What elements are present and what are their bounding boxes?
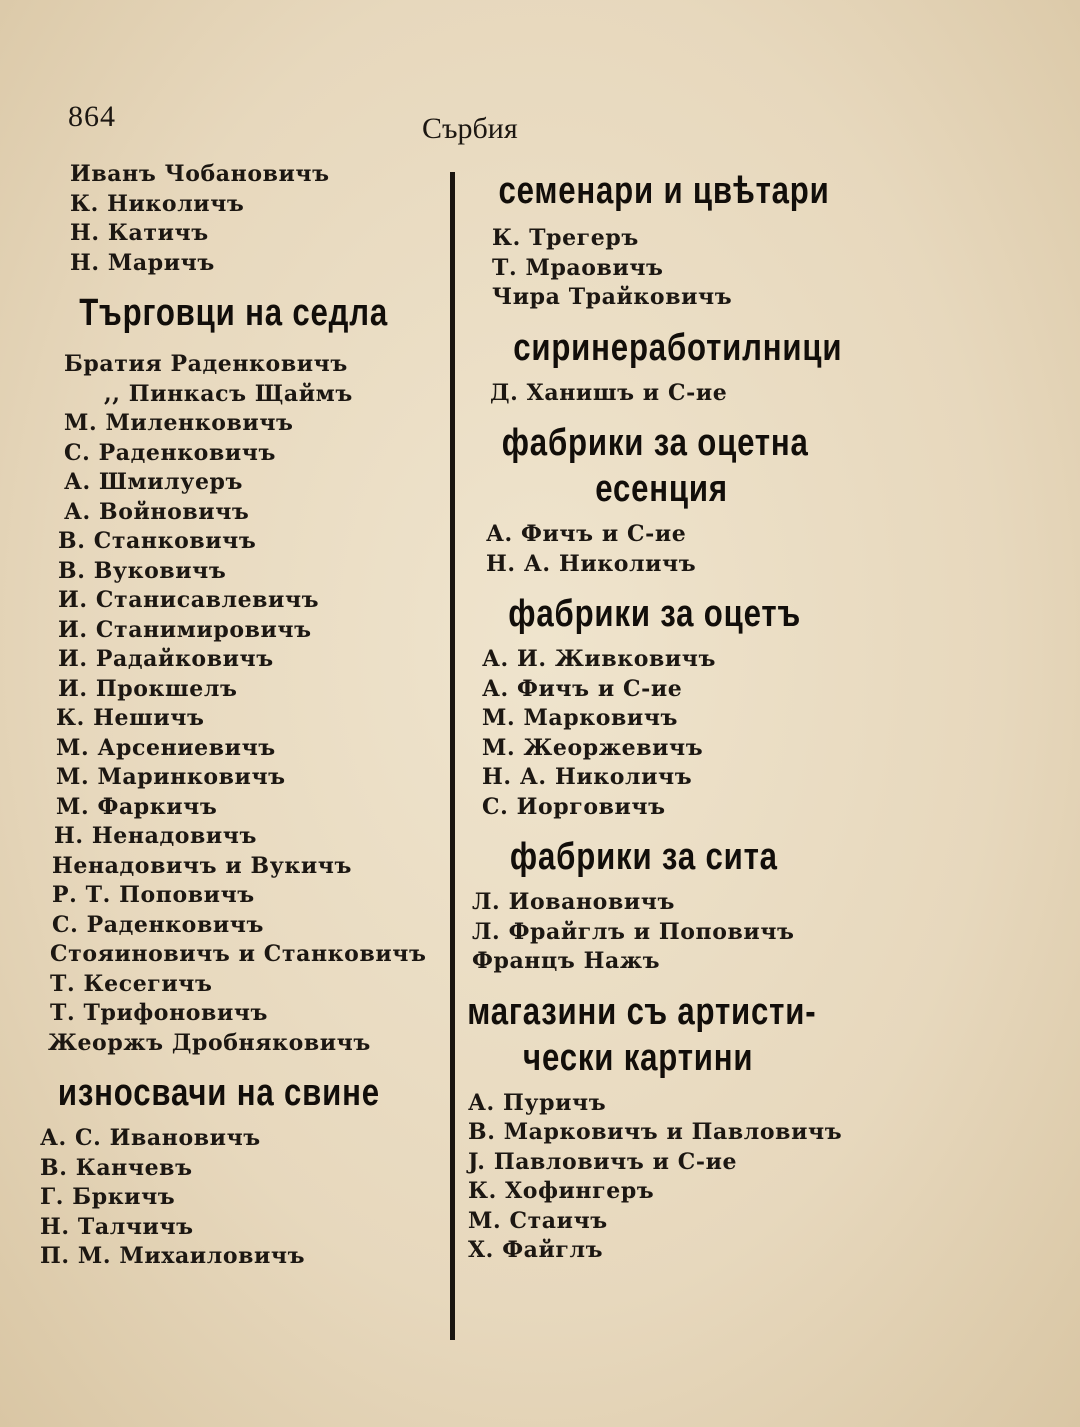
list-item: А. Войновичъ [64, 498, 250, 525]
list-item: Л. Иовановичъ [472, 889, 675, 915]
list-item: К. Нешичъ [56, 705, 205, 731]
list-item: А. Фичъ и С-ие [482, 675, 683, 702]
section-list [30, 1124, 455, 1272]
list-item: Т. Мраовичъ [492, 254, 664, 281]
list-item: В. Станковичъ [58, 528, 257, 554]
list-item: А. Шмилуеръ [64, 469, 244, 495]
list-item: П. М. Михаиловичъ [40, 1243, 306, 1269]
right-column [464, 168, 909, 1266]
list-item: С. Раденковичъ [64, 439, 276, 466]
section-heading: сиринеработилници [513, 326, 843, 369]
list-item: Н. Катичъ [70, 220, 209, 246]
left-column [30, 160, 455, 1272]
list-item: Н. Маричъ [70, 249, 215, 276]
list-item: Л. Фрайглъ и Поповичъ [472, 918, 795, 945]
list-item: Н. Талчичъ [40, 1213, 194, 1240]
list-item: К. Хофингеръ [468, 1178, 655, 1204]
list-item: В. Канчевъ [40, 1154, 193, 1181]
list-item: А. И. Живковичъ [482, 646, 716, 672]
list-item: J. Павловичъ и С-ие [468, 1148, 738, 1175]
section-heading: магазини съ артисти- [467, 990, 817, 1033]
list-item: Иванъ Чобановичъ [70, 161, 330, 187]
list-item: Братия Раденковичъ [64, 351, 348, 377]
list-item: М. Фаркичъ [56, 793, 218, 820]
continued-list [30, 160, 455, 278]
running-title: Сърбия [422, 112, 518, 145]
list-item: Н. А. Николичъ [482, 764, 693, 790]
list-item: Чира Трайковичъ [492, 284, 733, 310]
list-item: Стояиновичъ и Станковичъ [50, 941, 427, 967]
section-heading: семенари и цвѣтари [498, 170, 830, 212]
list-item: И. Станисавлевичъ [58, 587, 320, 613]
list-item: М. Арсениевичъ [56, 734, 276, 761]
list-item: М. Миленковичъ [64, 410, 294, 436]
list-item: М. Стаичъ [468, 1207, 608, 1234]
list-item: Жеоржъ Дробняковичъ [48, 1029, 371, 1056]
list-item: Г. Бркичъ [40, 1184, 176, 1210]
list-item: М. Жеоржевичъ [482, 734, 704, 761]
section-heading: фабрики за оцетна [501, 422, 809, 464]
list-item: И. Прокшелъ [58, 675, 238, 702]
list-item: Францъ Нажъ [472, 948, 661, 974]
section-list [464, 645, 909, 822]
list-item: Т. Трифоновичъ [50, 1000, 269, 1026]
section-list [464, 888, 909, 977]
list-item: А. Пуричъ [468, 1089, 607, 1116]
list-item: И. Радайковичъ [58, 646, 274, 672]
page-number: 864 [68, 100, 116, 133]
list-item: Р. Т. Поповичъ [52, 882, 255, 908]
section-heading: есенция [595, 468, 728, 510]
section-list [464, 224, 909, 313]
list-item: В. Вуковичъ [58, 557, 227, 584]
section-heading: фабрики за сита [509, 836, 778, 878]
list-item: М. Марковичъ [482, 705, 679, 731]
list-item: М. Маринковичъ [56, 764, 286, 790]
list-item: Н. А. Николичъ [486, 550, 697, 577]
list-item: А. С. Ивановичъ [40, 1125, 261, 1151]
section-list [464, 1089, 909, 1266]
list-item: С. Иорговичъ [482, 793, 666, 820]
section-list [30, 350, 455, 1058]
list-item: В. Марковичъ и Павловичъ [468, 1119, 843, 1145]
list-item: К. Трегеръ [492, 225, 639, 251]
list-item: Х. Файглъ [468, 1237, 604, 1263]
list-item: А. Фичъ и С-ие [486, 521, 687, 547]
list-item: Д. Ханишъ и С-ие [490, 379, 728, 406]
section-heading: износвачи на свине [57, 1072, 380, 1114]
section-heading: чески картини [523, 1036, 754, 1079]
section-heading: Търговци на седла [79, 292, 389, 334]
list-item: Ненадовичъ и Вукичъ [52, 852, 352, 879]
section-list [464, 379, 909, 409]
section-list [464, 520, 909, 579]
section-heading: фабрики за оцетъ [508, 593, 801, 635]
list-item: С. Раденковичъ [52, 911, 264, 938]
list-item: Н. Ненадовичъ [54, 823, 257, 849]
list-item: ,, Пинкасъ Щаймъ [104, 380, 353, 407]
list-item: И. Станимировичъ [58, 616, 312, 643]
list-item: К. Николичъ [70, 190, 245, 217]
list-item: Т. Кесегичъ [50, 970, 213, 997]
